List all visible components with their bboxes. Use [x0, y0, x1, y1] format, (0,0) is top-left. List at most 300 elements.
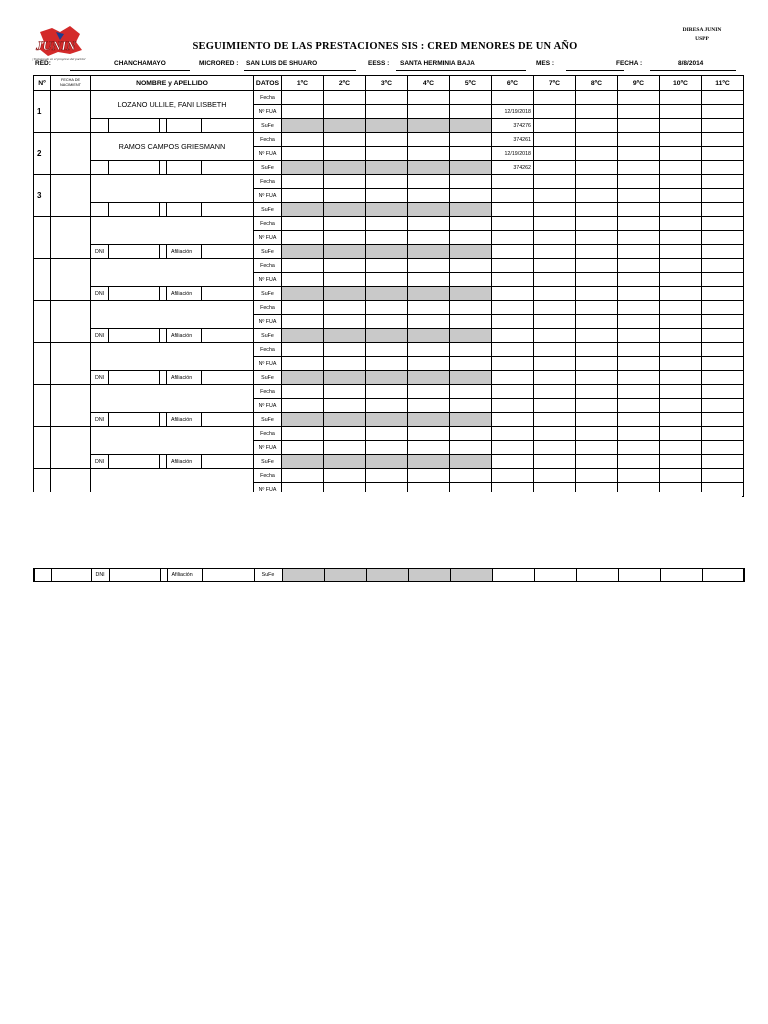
control-6-sufe-cell[interactable]: 374262: [492, 161, 534, 175]
control-1-fecha-cell[interactable]: [282, 343, 324, 357]
control-3-sufe-cell[interactable]: [366, 119, 408, 133]
control-3-fua-cell[interactable]: [366, 189, 408, 203]
control-8-sufe-cell[interactable]: [576, 455, 618, 469]
control-9-sufe-cell[interactable]: [618, 287, 660, 301]
control-3-fecha-cell[interactable]: [366, 175, 408, 189]
control-4-fua-cell[interactable]: [408, 315, 450, 329]
control-4-fecha-cell[interactable]: [408, 217, 450, 231]
control-6-fecha-cell[interactable]: [492, 91, 534, 105]
control-10-fua-cell[interactable]: [660, 231, 702, 245]
control-9-fecha-cell[interactable]: [618, 175, 660, 189]
control-10-fua-cell[interactable]: [660, 189, 702, 203]
control-9-sufe-cell[interactable]: [618, 161, 660, 175]
control-5-sufe-cell[interactable]: [450, 203, 492, 217]
afiliacion-value-cell[interactable]: [202, 569, 254, 582]
control-2-sufe-cell[interactable]: [324, 161, 366, 175]
control-11-fecha-cell[interactable]: [702, 91, 744, 105]
control-2-sufe-cell[interactable]: [324, 245, 366, 259]
control-3-fecha-cell[interactable]: [366, 427, 408, 441]
control-11-fua-cell[interactable]: [702, 399, 744, 413]
control-3-fecha-cell[interactable]: [366, 385, 408, 399]
control-10-fecha-cell[interactable]: [660, 427, 702, 441]
patient-name-cell[interactable]: [91, 343, 254, 371]
control-9-sufe-cell[interactable]: [618, 119, 660, 133]
control-1-fecha-cell[interactable]: [282, 175, 324, 189]
control-4-sufe-cell[interactable]: [408, 329, 450, 343]
afiliacion-value-cell[interactable]: [202, 329, 254, 343]
control-6-fua-cell[interactable]: [492, 231, 534, 245]
control-4-sufe-cell[interactable]: [408, 569, 450, 582]
control-7-fua-cell[interactable]: [534, 273, 576, 287]
control-8-sufe-cell[interactable]: [576, 245, 618, 259]
control-11-sufe-cell[interactable]: [702, 245, 744, 259]
control-5-fecha-cell[interactable]: [450, 259, 492, 273]
control-9-sufe-cell[interactable]: [618, 413, 660, 427]
control-2-fecha-cell[interactable]: [324, 91, 366, 105]
control-8-fecha-cell[interactable]: [576, 259, 618, 273]
control-11-sufe-cell[interactable]: [702, 413, 744, 427]
control-5-fecha-cell[interactable]: [450, 385, 492, 399]
control-8-fua-cell[interactable]: [576, 357, 618, 371]
afiliacion-value-cell[interactable]: [202, 245, 254, 259]
control-6-fecha-cell[interactable]: [492, 469, 534, 483]
control-1-fua-cell[interactable]: [282, 441, 324, 455]
control-1-fecha-cell[interactable]: [282, 217, 324, 231]
control-7-sufe-cell[interactable]: [534, 371, 576, 385]
control-5-fecha-cell[interactable]: [450, 175, 492, 189]
control-6-fua-cell[interactable]: [492, 441, 534, 455]
control-1-sufe-cell[interactable]: [282, 245, 324, 259]
control-9-sufe-cell[interactable]: [618, 455, 660, 469]
control-11-fua-cell[interactable]: [702, 441, 744, 455]
control-1-fecha-cell[interactable]: [282, 469, 324, 483]
control-4-sufe-cell[interactable]: [408, 455, 450, 469]
control-11-sufe-cell[interactable]: [702, 203, 744, 217]
control-7-fecha-cell[interactable]: [534, 427, 576, 441]
control-8-fua-cell[interactable]: [576, 147, 618, 161]
control-8-fua-cell[interactable]: [576, 105, 618, 119]
control-6-fecha-cell[interactable]: [492, 343, 534, 357]
dni-value-cell[interactable]: [109, 245, 160, 259]
control-11-fecha-cell[interactable]: [702, 175, 744, 189]
control-11-sufe-cell[interactable]: [702, 287, 744, 301]
control-9-fecha-cell[interactable]: [618, 91, 660, 105]
control-6-sufe-cell[interactable]: [492, 569, 534, 582]
control-11-fecha-cell[interactable]: [702, 427, 744, 441]
control-8-fecha-cell[interactable]: [576, 91, 618, 105]
birth-date-cell[interactable]: [51, 91, 91, 133]
control-10-fecha-cell[interactable]: [660, 91, 702, 105]
control-8-sufe-cell[interactable]: [576, 287, 618, 301]
control-11-fua-cell[interactable]: [702, 231, 744, 245]
control-2-sufe-cell[interactable]: [324, 413, 366, 427]
control-4-fecha-cell[interactable]: [408, 427, 450, 441]
control-7-fua-cell[interactable]: [534, 189, 576, 203]
afiliacion-value-cell[interactable]: [202, 119, 254, 133]
control-2-fecha-cell[interactable]: [324, 343, 366, 357]
afiliacion-value-cell[interactable]: [202, 413, 254, 427]
control-3-fua-cell[interactable]: [366, 273, 408, 287]
control-4-sufe-cell[interactable]: [408, 245, 450, 259]
control-5-fua-cell[interactable]: [450, 315, 492, 329]
control-6-fecha-cell[interactable]: [492, 385, 534, 399]
control-11-sufe-cell[interactable]: [702, 371, 744, 385]
control-7-sufe-cell[interactable]: [534, 203, 576, 217]
control-2-sufe-cell[interactable]: [324, 287, 366, 301]
control-5-sufe-cell[interactable]: [450, 245, 492, 259]
control-8-fua-cell[interactable]: [576, 231, 618, 245]
control-7-fecha-cell[interactable]: [534, 469, 576, 483]
control-6-fua-cell[interactable]: 12/19/2018: [492, 147, 534, 161]
control-1-fua-cell[interactable]: [282, 231, 324, 245]
control-7-fua-cell[interactable]: [534, 315, 576, 329]
afiliacion-value-cell[interactable]: [202, 455, 254, 469]
control-4-sufe-cell[interactable]: [408, 287, 450, 301]
patient-name-cell[interactable]: [91, 301, 254, 329]
control-3-fecha-cell[interactable]: [366, 133, 408, 147]
control-7-sufe-cell[interactable]: [534, 413, 576, 427]
control-1-fua-cell[interactable]: [282, 399, 324, 413]
control-3-sufe-cell[interactable]: [366, 203, 408, 217]
control-4-fecha-cell[interactable]: [408, 91, 450, 105]
birth-date-cell[interactable]: [51, 301, 91, 343]
control-4-fua-cell[interactable]: [408, 399, 450, 413]
control-2-sufe-cell[interactable]: [324, 203, 366, 217]
control-3-fecha-cell[interactable]: [366, 217, 408, 231]
dni-value-cell[interactable]: [109, 569, 160, 582]
control-8-fua-cell[interactable]: [576, 189, 618, 203]
control-1-fecha-cell[interactable]: [282, 91, 324, 105]
control-8-fua-cell[interactable]: [576, 273, 618, 287]
dni-value-cell[interactable]: [109, 287, 160, 301]
control-2-fua-cell[interactable]: [324, 315, 366, 329]
control-9-fecha-cell[interactable]: [618, 217, 660, 231]
control-10-fua-cell[interactable]: [660, 105, 702, 119]
control-4-fua-cell[interactable]: [408, 231, 450, 245]
control-11-fecha-cell[interactable]: [702, 217, 744, 231]
control-4-sufe-cell[interactable]: [408, 161, 450, 175]
control-6-fua-cell[interactable]: [492, 273, 534, 287]
control-10-fecha-cell[interactable]: [660, 133, 702, 147]
control-9-fua-cell[interactable]: [618, 441, 660, 455]
afiliacion-value-cell[interactable]: [202, 161, 254, 175]
control-8-fecha-cell[interactable]: [576, 343, 618, 357]
control-7-fecha-cell[interactable]: [534, 175, 576, 189]
control-9-fua-cell[interactable]: [618, 147, 660, 161]
control-10-sufe-cell[interactable]: [660, 161, 702, 175]
control-9-fecha-cell[interactable]: [618, 427, 660, 441]
control-2-sufe-cell[interactable]: [324, 371, 366, 385]
control-1-fecha-cell[interactable]: [282, 301, 324, 315]
control-3-sufe-cell[interactable]: [366, 287, 408, 301]
control-5-sufe-cell[interactable]: [450, 413, 492, 427]
control-2-fecha-cell[interactable]: [324, 175, 366, 189]
control-4-sufe-cell[interactable]: [408, 413, 450, 427]
control-1-sufe-cell[interactable]: [282, 569, 324, 582]
control-2-sufe-cell[interactable]: [324, 569, 366, 582]
control-5-fua-cell[interactable]: [450, 231, 492, 245]
control-8-fecha-cell[interactable]: [576, 175, 618, 189]
birth-date-cell[interactable]: [51, 259, 91, 301]
control-11-fua-cell[interactable]: [702, 315, 744, 329]
control-2-fecha-cell[interactable]: [324, 385, 366, 399]
control-8-fecha-cell[interactable]: [576, 385, 618, 399]
control-1-fua-cell[interactable]: [282, 273, 324, 287]
control-9-fecha-cell[interactable]: [618, 469, 660, 483]
control-1-fua-cell[interactable]: [282, 147, 324, 161]
control-11-sufe-cell[interactable]: [702, 455, 744, 469]
control-8-sufe-cell[interactable]: [576, 119, 618, 133]
control-5-sufe-cell[interactable]: [450, 161, 492, 175]
control-7-fua-cell[interactable]: [534, 231, 576, 245]
afiliacion-value-cell[interactable]: [202, 371, 254, 385]
control-5-fecha-cell[interactable]: [450, 133, 492, 147]
control-4-fecha-cell[interactable]: [408, 175, 450, 189]
control-1-sufe-cell[interactable]: [282, 161, 324, 175]
control-7-sufe-cell[interactable]: [534, 455, 576, 469]
control-11-fua-cell[interactable]: [702, 357, 744, 371]
dni-value-cell[interactable]: [109, 161, 160, 175]
control-9-fua-cell[interactable]: [618, 231, 660, 245]
control-7-fecha-cell[interactable]: [534, 301, 576, 315]
control-1-sufe-cell[interactable]: [282, 287, 324, 301]
control-6-sufe-cell[interactable]: [492, 203, 534, 217]
control-3-sufe-cell[interactable]: [366, 413, 408, 427]
control-6-sufe-cell[interactable]: [492, 371, 534, 385]
control-7-fecha-cell[interactable]: [534, 91, 576, 105]
dni-value-cell[interactable]: [109, 329, 160, 343]
patient-name-cell[interactable]: [91, 427, 254, 455]
dni-value-cell[interactable]: [109, 371, 160, 385]
control-2-fecha-cell[interactable]: [324, 427, 366, 441]
control-10-fecha-cell[interactable]: [660, 385, 702, 399]
control-5-fua-cell[interactable]: [450, 399, 492, 413]
control-11-fecha-cell[interactable]: [702, 385, 744, 399]
dni-value-cell[interactable]: [109, 203, 160, 217]
control-11-fecha-cell[interactable]: [702, 469, 744, 483]
control-2-fua-cell[interactable]: [324, 273, 366, 287]
control-7-fua-cell[interactable]: [534, 147, 576, 161]
control-9-fua-cell[interactable]: [618, 399, 660, 413]
afiliacion-value-cell[interactable]: [202, 287, 254, 301]
control-10-fecha-cell[interactable]: [660, 259, 702, 273]
control-7-sufe-cell[interactable]: [534, 569, 576, 582]
control-10-sufe-cell[interactable]: [660, 119, 702, 133]
control-5-sufe-cell[interactable]: [450, 371, 492, 385]
control-9-fecha-cell[interactable]: [618, 133, 660, 147]
control-2-fecha-cell[interactable]: [324, 133, 366, 147]
control-8-fua-cell[interactable]: [576, 399, 618, 413]
control-2-fua-cell[interactable]: [324, 399, 366, 413]
control-10-fecha-cell[interactable]: [660, 175, 702, 189]
birth-date-cell[interactable]: [51, 217, 91, 259]
control-2-fecha-cell[interactable]: [324, 217, 366, 231]
control-6-fecha-cell[interactable]: [492, 217, 534, 231]
control-3-fua-cell[interactable]: [366, 315, 408, 329]
control-10-fua-cell[interactable]: [660, 273, 702, 287]
control-11-fua-cell[interactable]: [702, 147, 744, 161]
control-2-fua-cell[interactable]: [324, 231, 366, 245]
control-4-sufe-cell[interactable]: [408, 119, 450, 133]
control-5-fecha-cell[interactable]: [450, 343, 492, 357]
patient-name-cell[interactable]: [91, 217, 254, 245]
control-2-fua-cell[interactable]: [324, 189, 366, 203]
control-5-fecha-cell[interactable]: [450, 301, 492, 315]
control-2-fecha-cell[interactable]: [324, 259, 366, 273]
control-10-sufe-cell[interactable]: [660, 329, 702, 343]
control-5-fua-cell[interactable]: [450, 357, 492, 371]
control-5-sufe-cell[interactable]: [450, 287, 492, 301]
birth-date-cell[interactable]: [51, 385, 91, 427]
control-4-fecha-cell[interactable]: [408, 133, 450, 147]
control-8-fecha-cell[interactable]: [576, 427, 618, 441]
control-6-fecha-cell[interactable]: [492, 301, 534, 315]
control-9-sufe-cell[interactable]: [618, 329, 660, 343]
control-1-fua-cell[interactable]: [282, 189, 324, 203]
control-9-fua-cell[interactable]: [618, 189, 660, 203]
control-8-fecha-cell[interactable]: [576, 133, 618, 147]
control-5-fua-cell[interactable]: [450, 147, 492, 161]
control-6-fua-cell[interactable]: [492, 189, 534, 203]
control-7-sufe-cell[interactable]: [534, 161, 576, 175]
control-10-fecha-cell[interactable]: [660, 343, 702, 357]
control-7-fecha-cell[interactable]: [534, 385, 576, 399]
control-5-fua-cell[interactable]: [450, 273, 492, 287]
control-8-sufe-cell[interactable]: [576, 413, 618, 427]
control-8-fecha-cell[interactable]: [576, 301, 618, 315]
control-10-sufe-cell[interactable]: [660, 287, 702, 301]
control-6-fecha-cell[interactable]: [492, 427, 534, 441]
control-7-fecha-cell[interactable]: [534, 343, 576, 357]
control-11-sufe-cell[interactable]: [702, 119, 744, 133]
control-10-sufe-cell[interactable]: [660, 569, 702, 582]
control-8-fecha-cell[interactable]: [576, 217, 618, 231]
control-3-fua-cell[interactable]: [366, 357, 408, 371]
control-3-sufe-cell[interactable]: [366, 455, 408, 469]
patient-name-cell[interactable]: RAMOS CAMPOS GRIESMANN: [91, 133, 254, 161]
control-11-fecha-cell[interactable]: [702, 133, 744, 147]
patient-name-cell[interactable]: [91, 385, 254, 413]
control-3-fecha-cell[interactable]: [366, 301, 408, 315]
control-2-fua-cell[interactable]: [324, 441, 366, 455]
control-4-fua-cell[interactable]: [408, 105, 450, 119]
control-10-fua-cell[interactable]: [660, 147, 702, 161]
control-4-fua-cell[interactable]: [408, 147, 450, 161]
control-3-fua-cell[interactable]: [366, 231, 408, 245]
control-1-sufe-cell[interactable]: [282, 203, 324, 217]
control-8-sufe-cell[interactable]: [576, 161, 618, 175]
control-1-sufe-cell[interactable]: [282, 371, 324, 385]
control-6-fua-cell[interactable]: 12/19/2018: [492, 105, 534, 119]
control-7-fecha-cell[interactable]: [534, 259, 576, 273]
control-2-fecha-cell[interactable]: [324, 301, 366, 315]
control-1-fecha-cell[interactable]: [282, 427, 324, 441]
control-7-sufe-cell[interactable]: [534, 245, 576, 259]
control-1-fua-cell[interactable]: [282, 315, 324, 329]
control-7-sufe-cell[interactable]: [534, 287, 576, 301]
control-10-sufe-cell[interactable]: [660, 203, 702, 217]
birth-date-cell[interactable]: [51, 569, 91, 582]
control-6-sufe-cell[interactable]: [492, 245, 534, 259]
control-9-fua-cell[interactable]: [618, 105, 660, 119]
birth-date-cell[interactable]: [51, 343, 91, 385]
control-7-fecha-cell[interactable]: [534, 133, 576, 147]
control-11-sufe-cell[interactable]: [702, 569, 744, 582]
control-9-fua-cell[interactable]: [618, 273, 660, 287]
control-2-sufe-cell[interactable]: [324, 119, 366, 133]
dni-value-cell[interactable]: [109, 455, 160, 469]
control-8-fua-cell[interactable]: [576, 315, 618, 329]
control-8-sufe-cell[interactable]: [576, 371, 618, 385]
patient-name-cell[interactable]: [91, 259, 254, 287]
birth-date-cell[interactable]: [51, 427, 91, 469]
patient-name-cell[interactable]: [91, 175, 254, 203]
control-4-fecha-cell[interactable]: [408, 469, 450, 483]
control-8-sufe-cell[interactable]: [576, 203, 618, 217]
afiliacion-value-cell[interactable]: [202, 203, 254, 217]
control-4-fecha-cell[interactable]: [408, 343, 450, 357]
control-9-fecha-cell[interactable]: [618, 385, 660, 399]
control-10-fecha-cell[interactable]: [660, 217, 702, 231]
control-11-fua-cell[interactable]: [702, 105, 744, 119]
control-10-sufe-cell[interactable]: [660, 413, 702, 427]
control-8-sufe-cell[interactable]: [576, 329, 618, 343]
control-3-sufe-cell[interactable]: [366, 569, 408, 582]
control-4-fua-cell[interactable]: [408, 189, 450, 203]
control-1-sufe-cell[interactable]: [282, 413, 324, 427]
control-4-sufe-cell[interactable]: [408, 203, 450, 217]
control-10-fecha-cell[interactable]: [660, 301, 702, 315]
control-3-sufe-cell[interactable]: [366, 245, 408, 259]
control-10-fua-cell[interactable]: [660, 399, 702, 413]
control-10-sufe-cell[interactable]: [660, 371, 702, 385]
control-6-fua-cell[interactable]: [492, 399, 534, 413]
control-1-fua-cell[interactable]: [282, 105, 324, 119]
control-6-sufe-cell[interactable]: 374276: [492, 119, 534, 133]
control-11-sufe-cell[interactable]: [702, 161, 744, 175]
control-7-fua-cell[interactable]: [534, 105, 576, 119]
control-9-fecha-cell[interactable]: [618, 301, 660, 315]
control-3-fecha-cell[interactable]: [366, 259, 408, 273]
control-9-sufe-cell[interactable]: [618, 371, 660, 385]
control-3-fecha-cell[interactable]: [366, 469, 408, 483]
control-6-fua-cell[interactable]: [492, 315, 534, 329]
control-3-fecha-cell[interactable]: [366, 91, 408, 105]
control-11-fua-cell[interactable]: [702, 189, 744, 203]
control-7-sufe-cell[interactable]: [534, 119, 576, 133]
control-3-fua-cell[interactable]: [366, 441, 408, 455]
control-1-fecha-cell[interactable]: [282, 133, 324, 147]
control-2-fua-cell[interactable]: [324, 147, 366, 161]
control-9-fecha-cell[interactable]: [618, 259, 660, 273]
control-6-fecha-cell[interactable]: 374261: [492, 133, 534, 147]
control-4-fua-cell[interactable]: [408, 357, 450, 371]
control-4-fecha-cell[interactable]: [408, 385, 450, 399]
control-6-fecha-cell[interactable]: [492, 259, 534, 273]
control-3-sufe-cell[interactable]: [366, 161, 408, 175]
control-2-fecha-cell[interactable]: [324, 469, 366, 483]
control-9-sufe-cell[interactable]: [618, 203, 660, 217]
control-5-fua-cell[interactable]: [450, 105, 492, 119]
patient-name-cell[interactable]: LOZANO ULLILE, FANI LISBETH: [91, 91, 254, 119]
control-9-fecha-cell[interactable]: [618, 343, 660, 357]
control-5-fecha-cell[interactable]: [450, 469, 492, 483]
birth-date-cell[interactable]: [51, 175, 91, 217]
control-3-sufe-cell[interactable]: [366, 371, 408, 385]
control-1-sufe-cell[interactable]: [282, 329, 324, 343]
control-9-fua-cell[interactable]: [618, 357, 660, 371]
dni-value-cell[interactable]: [109, 413, 160, 427]
